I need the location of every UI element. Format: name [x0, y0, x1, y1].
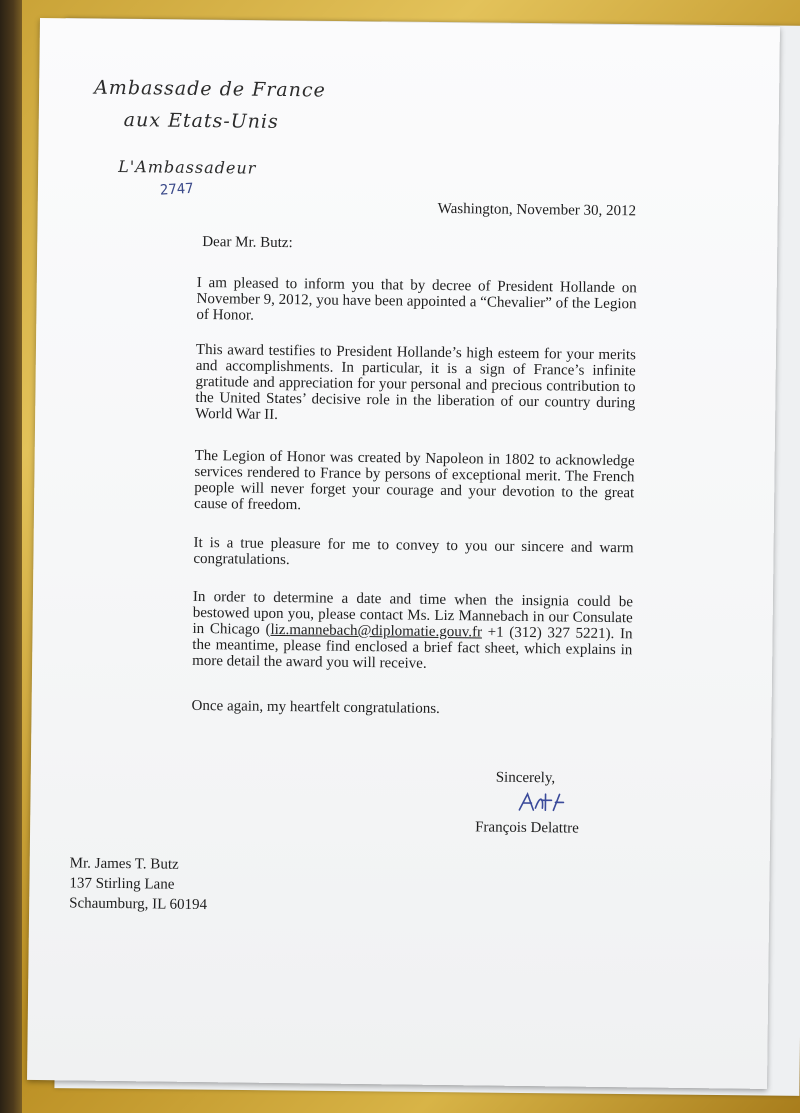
handwritten-signature [515, 788, 565, 817]
recipient-name: Mr. James T. Butz [69, 855, 179, 873]
contact-email-link[interactable]: liz.mannebach@diplomatie.gouv.fr [270, 621, 483, 641]
paragraph-congratulations: It is a true pleasure for me to convey to you our sincere and warm congratulations. [193, 534, 634, 569]
dark-edge [0, 0, 22, 1113]
contact-text-start: In order to determine a date and time when the insignia could be bestowed upon you, please contact Ms. Liz Mannebach in our Consulate in Chicago ( [192, 588, 634, 638]
letterhead-country: aux Etats-Unis [123, 109, 279, 133]
letter-page [27, 18, 780, 1089]
recipient-street: 137 Stirling Lane [69, 875, 175, 893]
signer-name: François Delattre [475, 819, 579, 837]
contact-text-end: +1 (312) 327 5221). In the meantime, please find enclosed a brief fact sheet, which explains in more detail the award you will receive. [192, 624, 633, 672]
closing: Sincerely, [495, 769, 556, 787]
letter-date: Washington, November 30, 2012 [437, 200, 637, 220]
paragraph-contact [192, 589, 633, 674]
recipient-address [69, 853, 208, 915]
salutation: Dear Mr. Butz: [202, 233, 293, 252]
recipient-city: Schaumburg, IL 60194 [69, 895, 208, 914]
paragraph-appointment: I am pleased to inform you that by decree of President Hollande on November 9, 2012, you have been appointed a “Chevalier” of the Legion of Honor. [196, 274, 637, 324]
paragraph-closing-wish: Once again, my heartfelt congratulations. [191, 697, 440, 717]
letterhead-ambassador: L'Ambassadeur [118, 156, 257, 178]
letterhead-embassy: Ambassade de France [94, 76, 326, 102]
handwritten-reference-number: 2747 [159, 180, 195, 199]
paragraph-legion-history: The Legion of Honor was created by Napoleon in 1802 to acknowledge services rendered to France by persons of exceptional merit. The French people will never forget your courage and your devotion to the great cause of freedom. [193, 447, 635, 514]
paragraph-esteem: This award testifies to President Hollande’s high esteem for your merits and accomplishments. In particular, it is a sign of France’s infinite gratitude and appreciation for your personal and precious contribution to the United States’ decisive role in the liberation of our country during World War II. [195, 341, 637, 423]
